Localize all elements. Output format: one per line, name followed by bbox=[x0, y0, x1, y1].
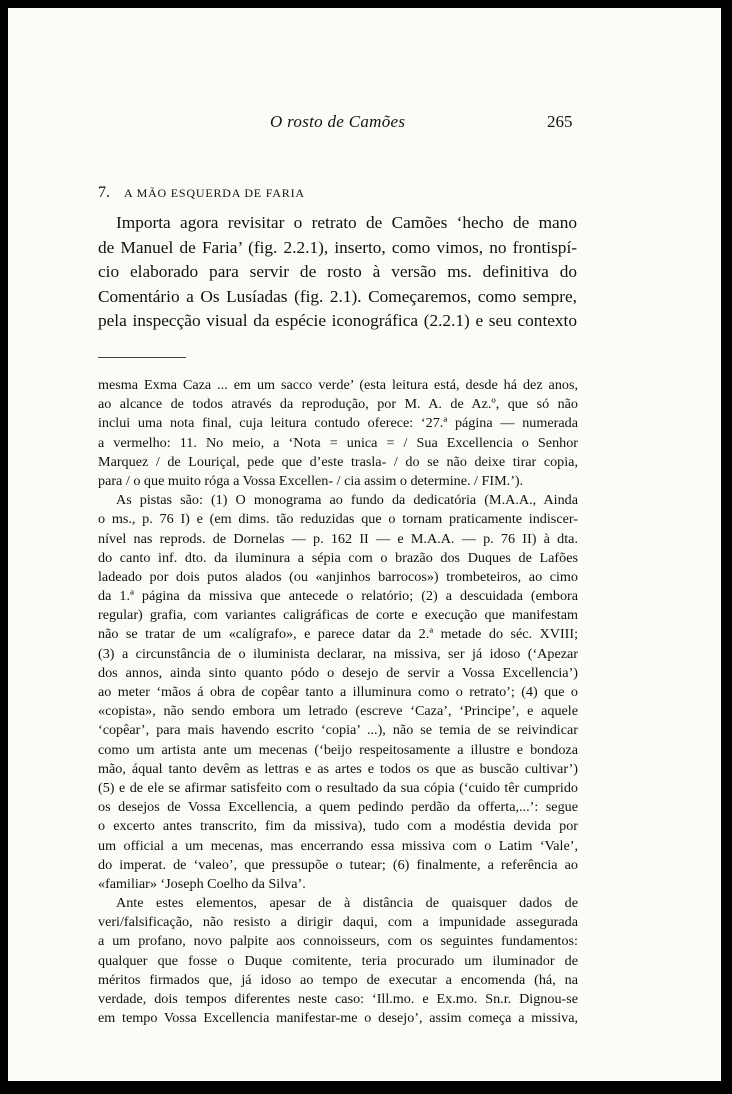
footnote-line: Ante estes elementos, apesar de à distância de quaisquer dados de bbox=[116, 895, 578, 912]
footnote-line: a vermelho: 11. No meio, a ‘Nota = unica = / Sua Excellencia o Senhor bbox=[98, 434, 578, 451]
footnote-block bbox=[98, 376, 578, 1028]
footnote-line: em tempo Vossa Excellencia manifestar-me o desejo’, assim começa a missiva, bbox=[98, 1010, 578, 1027]
section-title: A MÃO ESQUERDA DE FARIA bbox=[124, 186, 305, 200]
footnote-line: dos annos, ainda sinto quanto pódo o desejo de servir a Vossa Excellencia’) bbox=[98, 664, 578, 681]
footnote-line: o excerto antes transcrito, fim da missiva), tudo com a modéstia devida por bbox=[98, 818, 578, 835]
footnote-line: méritos firmados que, já idoso ao tempo de executar a encomenda (há, na bbox=[98, 971, 578, 988]
footnote-line: «copista», não sendo embora um letrado (escreve ‘Caza’, ‘Principe’, e aquele bbox=[98, 703, 578, 720]
footnote-line: para / o que muito róga a Vossa Excellen- / cia assim o determine. / FIM.’). bbox=[98, 472, 524, 489]
footnote-line: um official a um mecenas, mas encerrando essa missiva com o Latim ‘Vale’, bbox=[98, 837, 578, 854]
footnote-line: ao meter ‘mãos á obra de copêar tanto a illuminura como o retrato’; (4) que o bbox=[98, 684, 578, 700]
footnote-line: não se tratar de um «calígrafo», e parece datar da 2.ª metade do séc. XVIII; bbox=[98, 626, 578, 643]
footnote-line: (3) a circunstância de o iluminista declarar, na missiva, ser já idoso (‘Apezar bbox=[98, 645, 578, 662]
footnote-line: verdade, dois tempos diferentes neste caso: ‘Ill.mo. e Ex.mo. Sn.r. Dignou-se bbox=[98, 991, 578, 1007]
body-paragraph bbox=[98, 211, 577, 334]
body-line: Importa agora revisitar o retrato de Camões ‘hecho de mano bbox=[116, 213, 577, 232]
footnote-line: (5) e de ele se afirmar satisfeito com o resultado da sua cópia (‘cuido têr cumprido bbox=[98, 779, 578, 796]
section-number: 7. bbox=[98, 184, 110, 201]
footnote-divider bbox=[98, 357, 186, 358]
footnote-line: qualquer que fosse o Duque comitente, teria procurado um iluminador de bbox=[98, 952, 578, 969]
body-line: Comentário a Os Lusíadas (fig. 2.1). Começaremos, como sempre, bbox=[98, 286, 577, 306]
footnote-line: o ms., p. 76 I) e (em dims. tão reduzidas que o tornam praticamente indiscer- bbox=[98, 511, 578, 528]
footnote-line: ‘copêar’, para mais havendo escrito ‘copia’ ...), não se temia de se reivindicar bbox=[98, 722, 578, 739]
footnote-line: como um artista ante um mecenas (‘beijo respeitosamente a illustre e bondoza bbox=[98, 741, 578, 758]
footnote-line: inclui uma nota final, cuja leitura contudo oferece: ‘27.ª página — numerada bbox=[98, 415, 578, 432]
document-page bbox=[8, 8, 721, 1081]
footnote-line: os desejos de Vossa Excellencia, a quem pedindo perdão da offerta,...’: segue bbox=[98, 799, 578, 816]
footnote-line: Marquez / de Louriçal, pede que d’este trasla- / do se não deixe tirar copia, bbox=[98, 453, 578, 470]
footnote-line: mão, áqual tanto devêm as lettras e as artes e todos os que as buscão cultivar’) bbox=[98, 760, 578, 777]
footnote-line: regular) grafia, com variantes caligráficas de corte e execução que manifestam bbox=[98, 607, 578, 624]
footnote-line: mesma Exma Caza ... em um sacco verde’ (esta leitura está, desde há dez anos, bbox=[98, 377, 578, 393]
body-line: pela inspecção visual da espécie iconográfica (2.2.1) e seu contexto bbox=[98, 311, 577, 330]
footnote-line: a um profano, novo palpite aos connoisseurs, com os seguintes fundamentos: bbox=[98, 933, 578, 950]
footnote-line: nível nas reprods. de Dornelas — p. 162 II — e M.A.A. — p. 76 II) à dta. bbox=[98, 530, 578, 547]
section-heading bbox=[98, 184, 305, 202]
body-line: de Manuel de Faria’ (fig. 2.2.1), inserto, como vimos, no frontispí- bbox=[98, 237, 577, 257]
footnote-line: ladeado por dois putos alados (ou «anjinhos barrocos») trombeteiros, ao cimo bbox=[98, 568, 578, 585]
footnote-line: da 1.ª página da missiva que antecede o relatório; (2) a descuidada (embora bbox=[98, 588, 578, 605]
body-line: cio elaborado para servir de rosto à versão ms. definitiva do bbox=[98, 262, 577, 281]
page-header bbox=[8, 112, 721, 136]
footnote-line: «familiar» ‘Joseph Coelho da Silva’. bbox=[98, 875, 306, 892]
running-title: O rosto de Camões bbox=[270, 112, 406, 131]
footnote-line: do canto inf. dto. da iluminura a sépia com o brazão dos Duques de Lafões bbox=[98, 549, 578, 566]
page-number: 265 bbox=[547, 112, 573, 131]
footnote-line: ao alcance de todos através da reprodução, por M. A. de Az.º, que só não bbox=[98, 396, 578, 413]
footnote-line: As pistas são: (1) O monograma ao fundo da dedicatória (M.A.A., Ainda bbox=[116, 492, 578, 509]
footnote-line: veri/falsificação, não resisto a dirigir daqui, com a impunidade assegurada bbox=[98, 914, 578, 931]
footnote-line: do imperat. de ‘valeo’, que pressupõe o tutear; (6) finalmente, a referência ao bbox=[98, 856, 578, 873]
